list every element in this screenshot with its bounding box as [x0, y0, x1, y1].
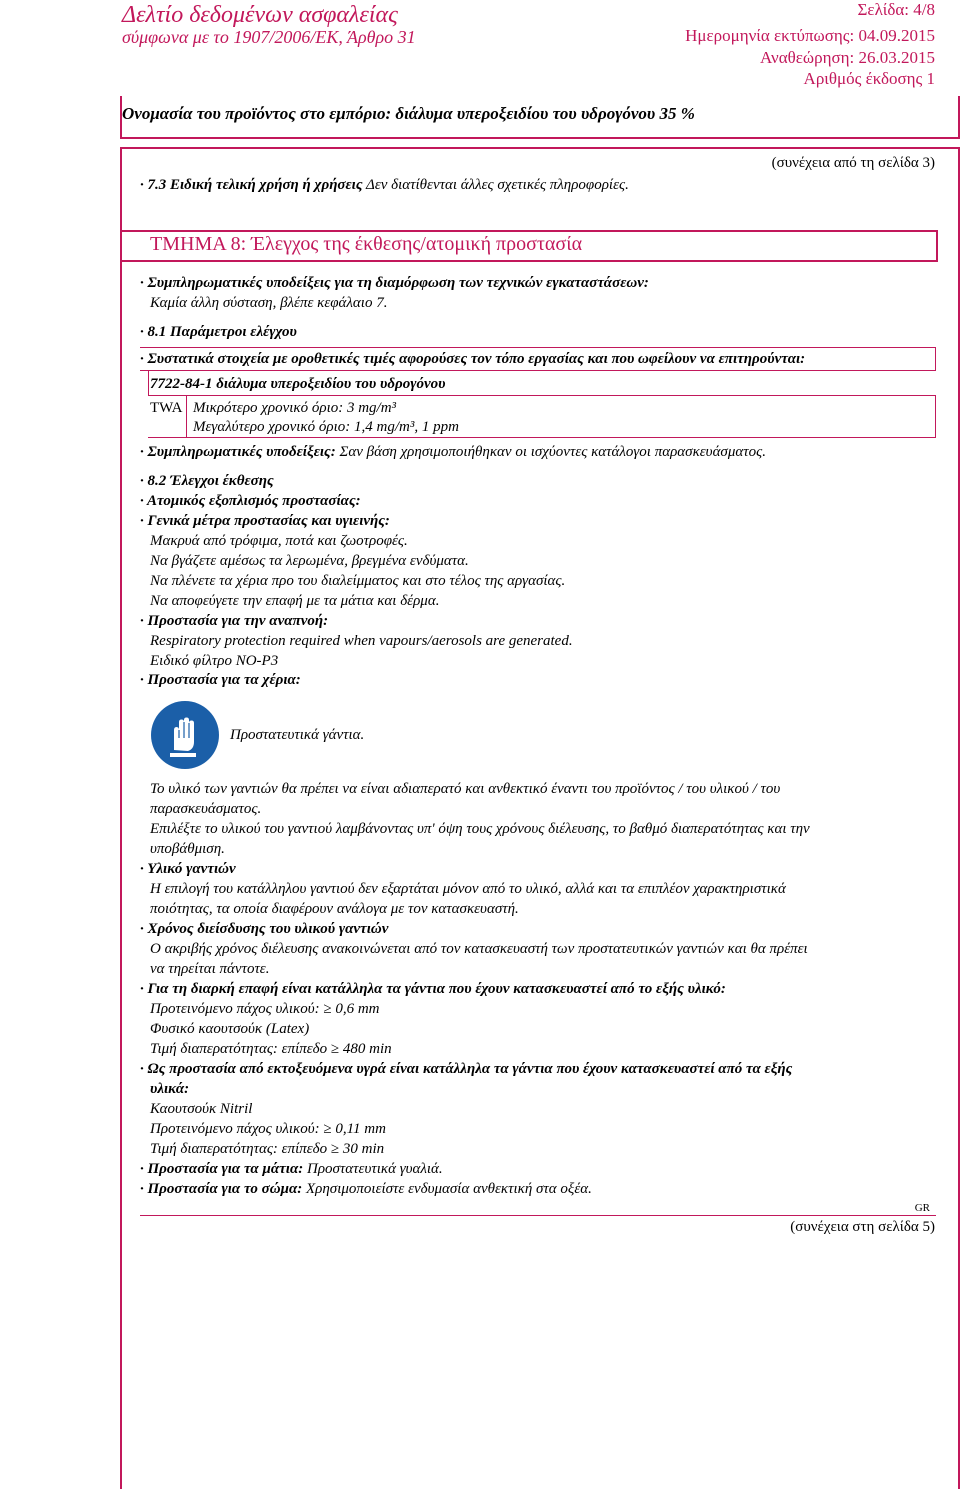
hygiene-label: · Γενικά μέτρα προστασίας και υγιεινής:: [140, 513, 390, 529]
divider: [148, 395, 936, 396]
gloves-caption: Προστατευτικά γάντια.: [230, 727, 365, 743]
body-protection: [140, 1179, 592, 1199]
additional-notes: [140, 442, 766, 462]
glove-material-line: Η επιλογή του κατάλληλου γαντιού δεν εξαρτάται μόνον από το υλικό, αλλά και τα επιπλέον χαρακτηριστικά: [150, 881, 786, 897]
eye-protection-text: Προστατευτικά γυαλιά.: [303, 1161, 443, 1177]
hygiene-line: Να βγάζετε αμέσως τα λερωμένα, βρεγμένα ενδύματα.: [150, 553, 469, 569]
section-7-3: [140, 175, 629, 195]
continued-from: (συνέχεια από τη σελίδα 3): [771, 155, 935, 171]
gloves-mandatory-icon: [150, 700, 220, 770]
glove-text-line: υποβάθμιση.: [150, 841, 225, 857]
document-subtitle: σύμφωνα με το 1907/2006/ΕΚ, Άρθρο 31: [122, 27, 416, 47]
divider: [935, 395, 936, 437]
section-8-title: ΤΜΗΜΑ 8: Έλεγχος της έκθεσης/ατομική προστασία: [150, 233, 583, 255]
splash-label-cont: υλικά:: [150, 1081, 190, 1097]
print-date: Ημερομηνία εκτύπωσης: 04.09.2015: [685, 26, 935, 45]
section-7-3-text: Δεν διατίθενται άλλες σχετικές πληροφορίες.: [362, 177, 629, 193]
splash-line: Προτεινόμενο πάχος υλικού: ≥ 0,11 mm: [150, 1121, 386, 1137]
glove-text-line: παρασκευάσματος.: [150, 801, 262, 817]
divider: [186, 395, 187, 437]
body-protection-label: · Προστασία για το σώμα:: [140, 1181, 303, 1197]
divider: [148, 370, 149, 395]
breakthrough-line: να τηρείται πάντοτε.: [150, 961, 270, 977]
section-8-header: [120, 230, 938, 262]
eye-protection: [140, 1159, 443, 1179]
divider: [140, 370, 936, 371]
twa-label: TWA: [150, 400, 183, 416]
section-8-2-label: · 8.2 Έλεγχοι έκθεσης: [140, 473, 274, 489]
hands-label: · Προστασία για τα χέρια:: [140, 672, 301, 688]
permanent-contact-line: Φυσικό καουτσούκ (Latex): [150, 1021, 310, 1037]
continued-to: (συνέχεια στη σελίδα 5): [790, 1219, 935, 1235]
additional-notes-label: · Συμπληρωματικές υποδείξεις:: [140, 444, 336, 460]
respiratory-line: Respiratory protection required when vapours/aerosols are generated.: [150, 633, 573, 649]
glove-material-line: ποιότητας, τα οποία διαφέρουν ανάλογα με τον κατασκευαστή.: [150, 901, 519, 917]
breakthrough-line: Ο ακριβής χρόνος διέλευσης ανακοινώνεται από τον κατασκευαστή των προστατευτικών γαντιών και θα πρέπει: [150, 941, 808, 957]
eye-protection-label: · Προστασία για τα μάτια:: [140, 1161, 304, 1177]
product-name: Ονομασία του προϊόντος στο εμπόριο: διάλυμα υπεροξειδίου του υδρογόνου 35 %: [122, 104, 695, 123]
engineering-label: · Συμπληρωματικές υποδείξεις για τη διαμόρφωση των τεχνικών εγκαταστάσεων:: [140, 275, 649, 291]
divider: [140, 1215, 936, 1216]
respiratory-line: Ειδικό φίλτρο NO-P3: [150, 653, 279, 669]
engineering-text: Καμία άλλη σύσταση, βλέπε κεφάλαιο 7.: [150, 295, 388, 311]
body-protection-text: Χρησιμοποιείστε ενδυμασία ανθεκτική στα οξέα.: [302, 1181, 592, 1197]
revision-date: Αναθεώρηση: 26.03.2015: [760, 48, 935, 67]
hygiene-line: Μακρυά από τρόφιμα, ποτά και ζωοτροφές.: [150, 533, 408, 549]
permanent-contact-line: Τιμή διαπερατότητας: επίπεδο ≥ 480 min: [150, 1041, 392, 1057]
respiratory-label: · Προστασία για την αναπνοή:: [140, 613, 329, 629]
additional-notes-text: Σαν βάση χρησιμοποιήθηκαν οι ισχύοντες κατάλογοι παρασκευάσματος.: [335, 444, 766, 460]
substance-name: 7722-84-1 διάλυμα υπεροξειδίου του υδρογόνου: [150, 376, 446, 392]
divider: [140, 347, 936, 348]
version-number: Αριθμός έκδοσης 1: [803, 69, 935, 88]
page-number: Σελίδα: 4/8: [857, 0, 935, 19]
hygiene-line: Να πλένετε τα χέρια προ του διαλείμματος και στο τέλος της αργασίας.: [150, 573, 566, 589]
ppe-label: · Ατομικός εξοπλισμός προστασίας:: [140, 493, 361, 509]
permanent-contact-line: Προτεινόμενο πάχος υλικού: ≥ 0,6 mm: [150, 1001, 380, 1017]
permanent-contact-label: · Για τη διαρκή επαφή είναι κατάλληλα τα γάντια που έχουν κατασκευαστεί από το εξής υλικό:: [140, 981, 726, 997]
language-code: GR: [914, 1202, 930, 1214]
divider: [935, 347, 936, 370]
glove-text-line: Επιλέξτε το υλικού του γαντιού λαμβάνοντας υπ' όψη τους χρόνους διέλευσης, το βαθμό διαπερατότητας και την: [150, 821, 810, 837]
section-7-3-label: · 7.3 Ειδική τελική χρήση ή χρήσεις: [140, 177, 363, 193]
document-title: Δελτίο δεδομένων ασφαλείας: [122, 2, 398, 28]
hygiene-line: Να αποφεύγετε την επαφή με τα μάτια και δέρμα.: [150, 593, 440, 609]
section-8-1-label: · 8.1 Παράμετροι ελέγχου: [140, 324, 297, 340]
short-term-limit: Μικρότερο χρονικό όριο: 3 mg/m³: [193, 400, 397, 416]
limits-label: · Συστατικά στοιχεία με οροθετικές τιμές αφορούσες τον τόπο εργασίας και που ωφείλουν να επιτηρούνται:: [140, 351, 806, 367]
glove-material-label: · Υλικό γαντιών: [140, 861, 236, 877]
divider: [148, 437, 936, 438]
glove-text-line: Το υλικό των γαντιών θα πρέπει να είναι αδιαπερατό και ανθεκτικό έναντι του προϊόντος / του υλικού / του: [150, 781, 781, 797]
splash-line: Τιμή διαπερατότητας: επίπεδο ≥ 30 min: [150, 1141, 385, 1157]
splash-line: Καουτσούκ Nitril: [150, 1101, 253, 1117]
breakthrough-label: · Χρόνος διείσδυσης του υλικού γαντιών: [140, 921, 389, 937]
splash-label: · Ως προστασία από εκτοξευόμενα υγρά είναι κατάλληλα τα γάντια που έχουν κατασκευαστεί από τα εξής: [140, 1061, 793, 1077]
long-term-limit: Μεγαλύτερο χρονικό όριο: 1,4 mg/m³, 1 ppm: [193, 419, 459, 435]
